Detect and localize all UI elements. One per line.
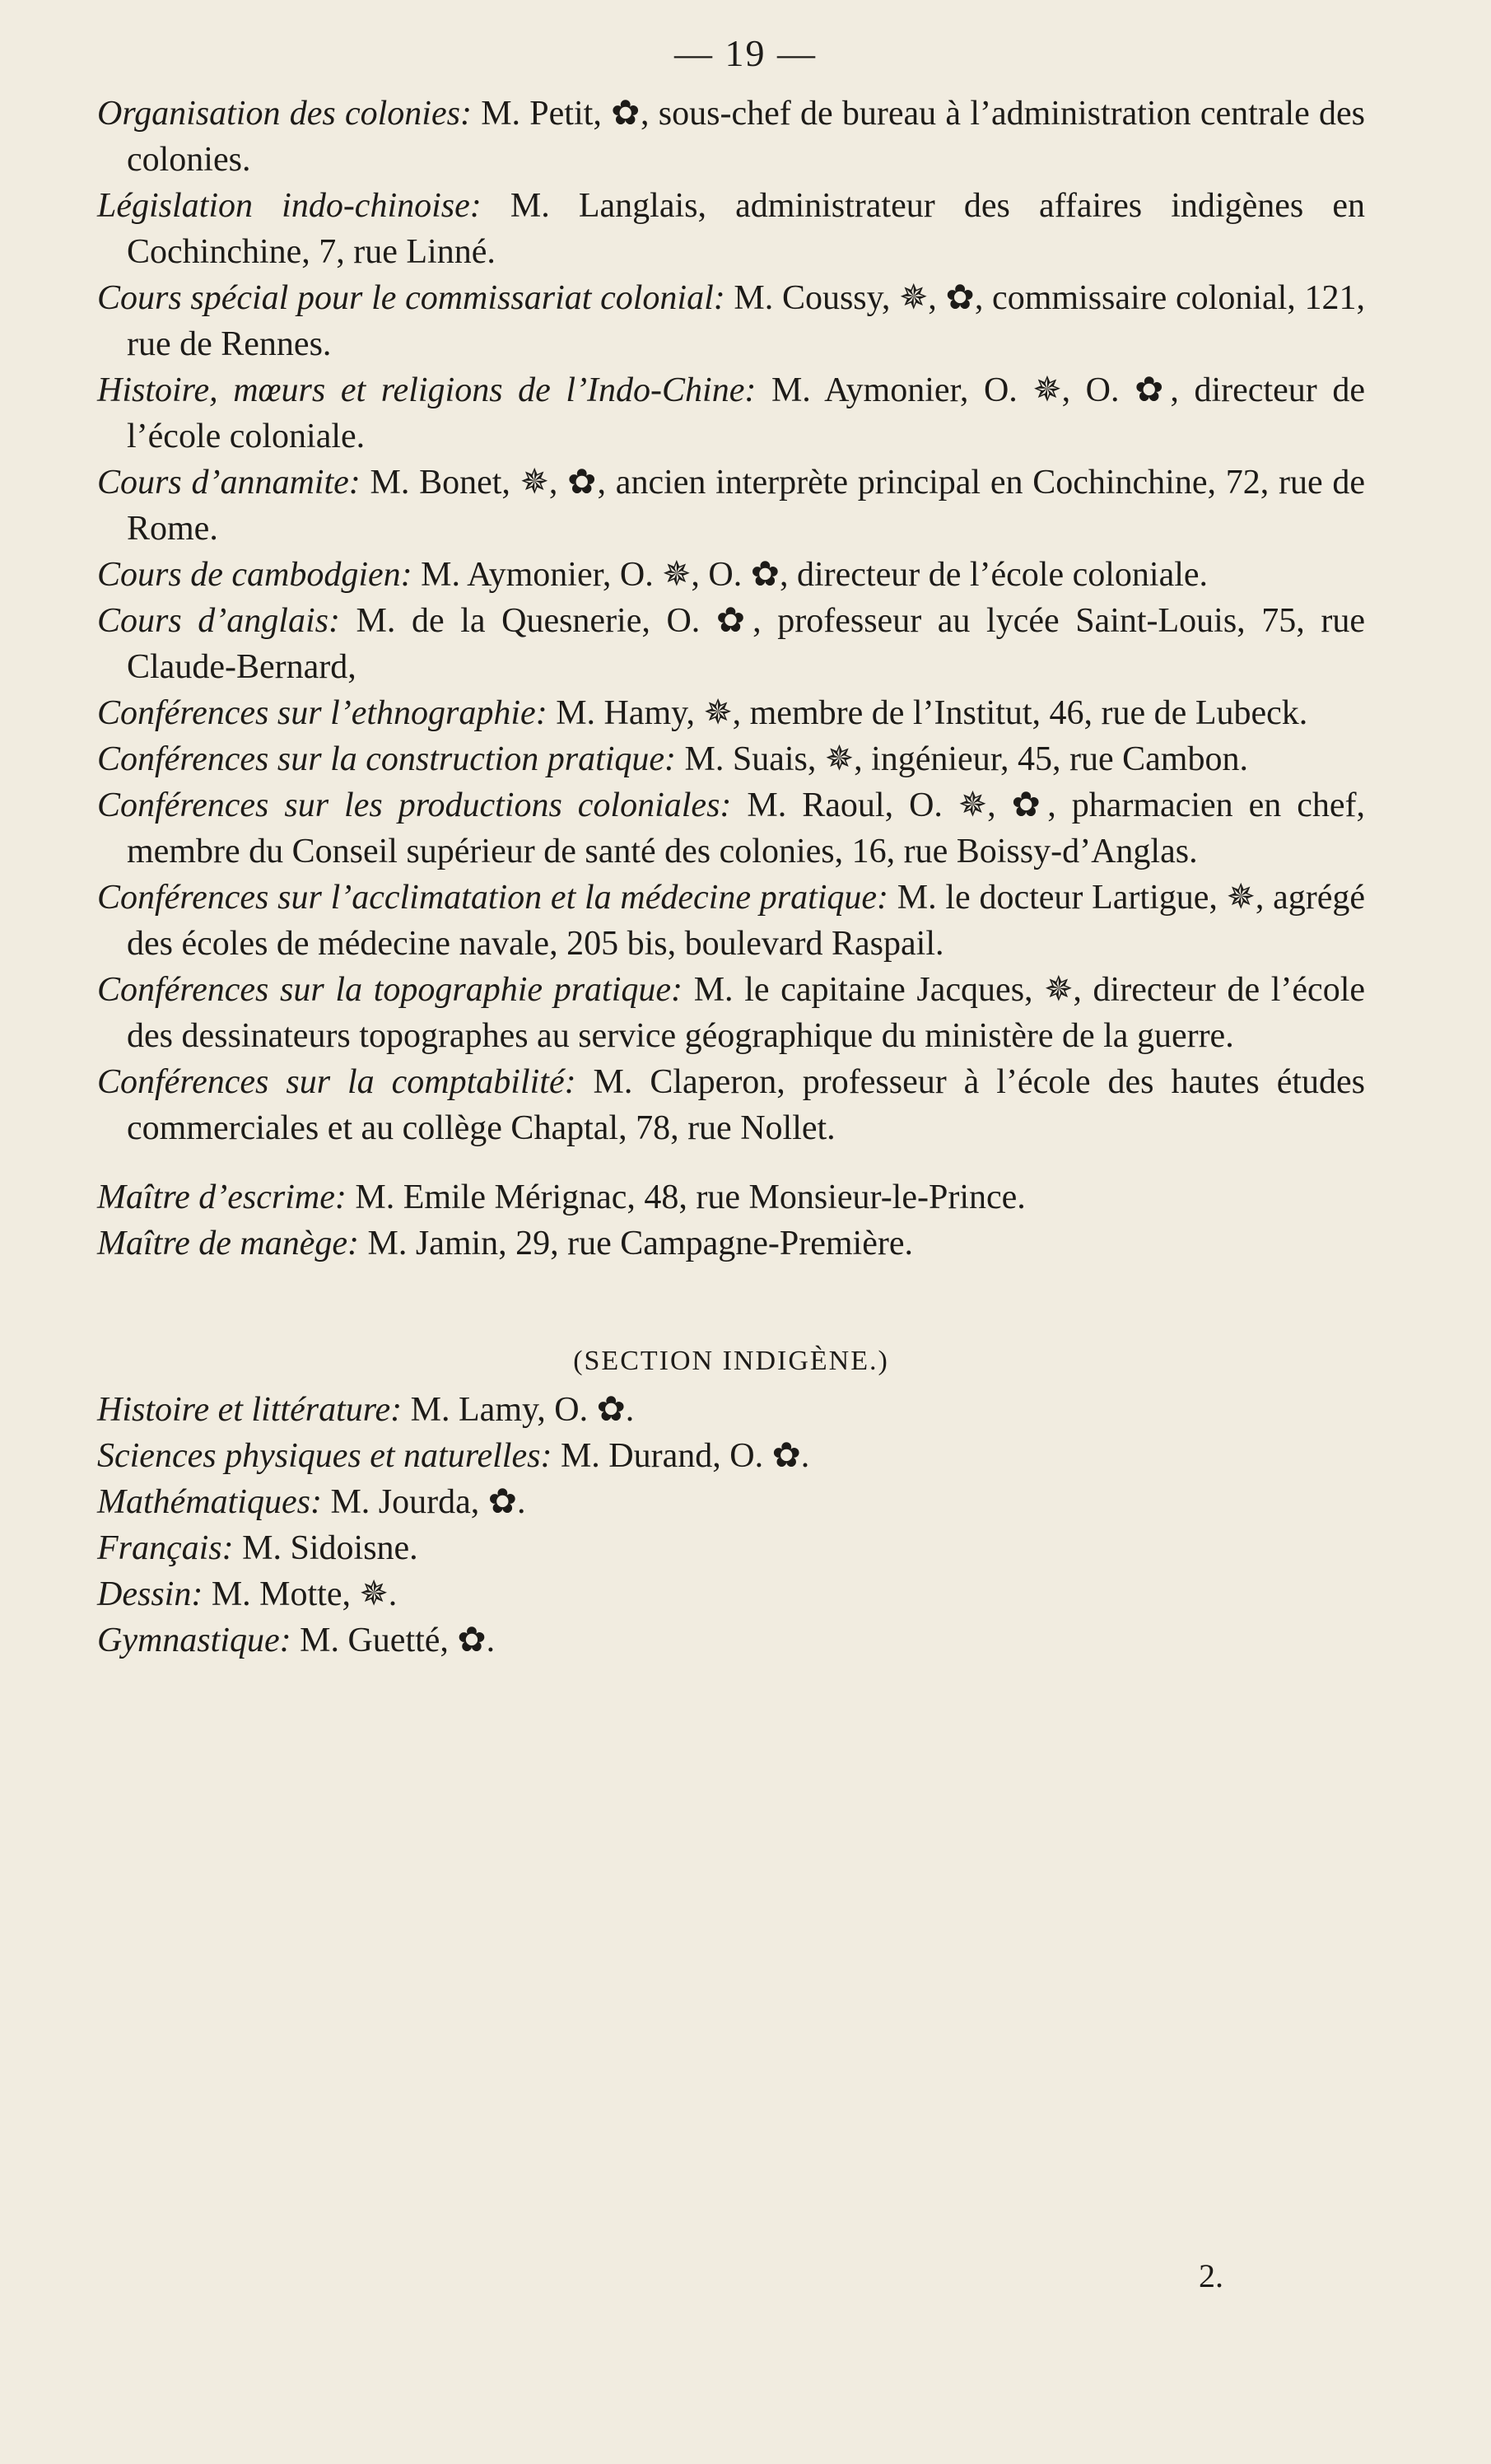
list-item (97, 1571, 1365, 1617)
course-title: Histoire, mœurs et religions de l’Indo-Chine: (97, 371, 757, 409)
teacher-info: M. Emile Mérignac, 48, rue Monsieur-le-Prince. (355, 1178, 1026, 1216)
teacher-info: M. Petit, ✿, sous-chef de bureau à l’administration centrale des colonies. (127, 95, 1366, 179)
course-title: Mathématiques: (97, 1483, 322, 1521)
teacher-info: M. Suais, ✵, ingénieur, 45, rue Cambon. (684, 740, 1248, 778)
course-title: Cours spécial pour le commissariat colonial: (97, 279, 725, 317)
course-title: Législation indo-chinoise: (97, 187, 482, 225)
teacher-info: M. Guetté, ✿. (300, 1622, 496, 1659)
list-item (97, 1525, 1365, 1571)
teacher-info: M. Aymonier, O. ✵, O. ✿, directeur de l’école coloniale. (421, 556, 1209, 594)
course-title: Conférences sur les productions coloniales: (97, 786, 732, 824)
section-heading: (SECTION INDIGÈNE.) (573, 1346, 889, 1376)
teacher-info: M. Bonet, ✵, ✿, ancien interprète principal en Cochinchine, 72, rue de Rome. (127, 464, 1366, 548)
course-title: Cours de cambodgien: (97, 556, 412, 594)
list-item (97, 91, 1365, 183)
course-title: Conférences sur la topographie pratique: (97, 971, 683, 1009)
list-item (97, 967, 1365, 1059)
teacher-info: M. le docteur Lartigue, ✵, agrégé des écoles de médecine navale, 205 bis, boulevard Raspail. (127, 879, 1365, 963)
teacher-info: M. Aymonier, O. ✵, O. ✿, directeur de l’école coloniale. (127, 371, 1365, 455)
teacher-info: M. Lamy, O. ✿. (410, 1391, 635, 1429)
course-title: Conférences sur la comptabilité: (97, 1063, 576, 1101)
teacher-info: M. Jourda, ✿. (330, 1483, 526, 1521)
course-title: Sciences physiques et naturelles: (97, 1437, 552, 1475)
list-item (97, 1433, 1365, 1479)
course-title: Conférences sur l’ethnographie: (97, 694, 547, 732)
course-title: Français: (97, 1529, 234, 1567)
list-item (97, 875, 1365, 967)
teacher-info: M. le capitaine Jacques, ✵, directeur de l’école des dessinateurs topographes au service géographique du ministère de la guerre. (127, 971, 1366, 1055)
list-item (97, 598, 1365, 690)
list-item (97, 1220, 1365, 1267)
list-item (97, 1617, 1365, 1664)
course-title: Dessin: (97, 1575, 203, 1613)
teacher-info: M. Sidoisne. (242, 1529, 418, 1567)
course-title: Gymnastique: (97, 1622, 291, 1659)
list-item (97, 1174, 1365, 1220)
master-title: Maître d’escrime: (97, 1178, 347, 1216)
list-item (97, 1479, 1365, 1525)
course-title: Organisation des colonies: (97, 95, 472, 133)
list-item (97, 1059, 1365, 1151)
printer-signature: 2. (1199, 2257, 1223, 2294)
spacer (97, 1151, 1365, 1174)
list-item (97, 782, 1365, 875)
teacher-info: M. de la Quesnerie, O. ✿, professeur au lycée Saint-Louis, 75, rue Claude-Bernard, (127, 602, 1365, 686)
list-item (97, 736, 1365, 782)
teacher-info: M. Hamy, ✵, membre de l’Institut, 46, rue de Lubeck. (556, 694, 1308, 732)
list-item (97, 367, 1365, 460)
course-title: Cours d’anglais: (97, 602, 340, 640)
teacher-info: M. Coussy, ✵, ✿, commissaire colonial, 121, rue de Rennes. (127, 279, 1365, 363)
teacher-info: M. Jamin, 29, rue Campagne-Première. (367, 1225, 913, 1262)
course-title: Histoire et littérature: (97, 1391, 403, 1429)
teacher-info: M. Langlais, administrateur des affaires indigènes en Cochinchine, 7, rue Linné. (127, 187, 1365, 271)
list-item (97, 690, 1365, 736)
teacher-info: M. Raoul, O. ✵, ✿, pharmacien en chef, membre du Conseil supérieur de santé des colonies, 16, rue Boissy-d’Anglas. (127, 786, 1366, 870)
staff-list (97, 91, 1365, 1664)
course-title: Conférences sur l’acclimatation et la médecine pratique: (97, 879, 889, 917)
list-item (97, 1387, 1365, 1433)
spacer (97, 1267, 1365, 1346)
teacher-info: M. Durand, O. ✿. (560, 1437, 810, 1475)
list-item (97, 552, 1365, 598)
teacher-info: M. Claperon, professeur à l’école des hautes études commerciales et au collège Chaptal, 78, rue Nollet. (127, 1063, 1365, 1147)
course-title: Conférences sur la construction pratique: (97, 740, 677, 778)
list-item (97, 460, 1365, 552)
master-title: Maître de manège: (97, 1225, 359, 1262)
teacher-info: M. Motte, ✵. (211, 1575, 398, 1613)
course-title: Cours d’annamite: (97, 464, 361, 502)
list-item (97, 275, 1365, 367)
page-number: — 19 — (674, 32, 817, 74)
list-item (97, 183, 1365, 275)
